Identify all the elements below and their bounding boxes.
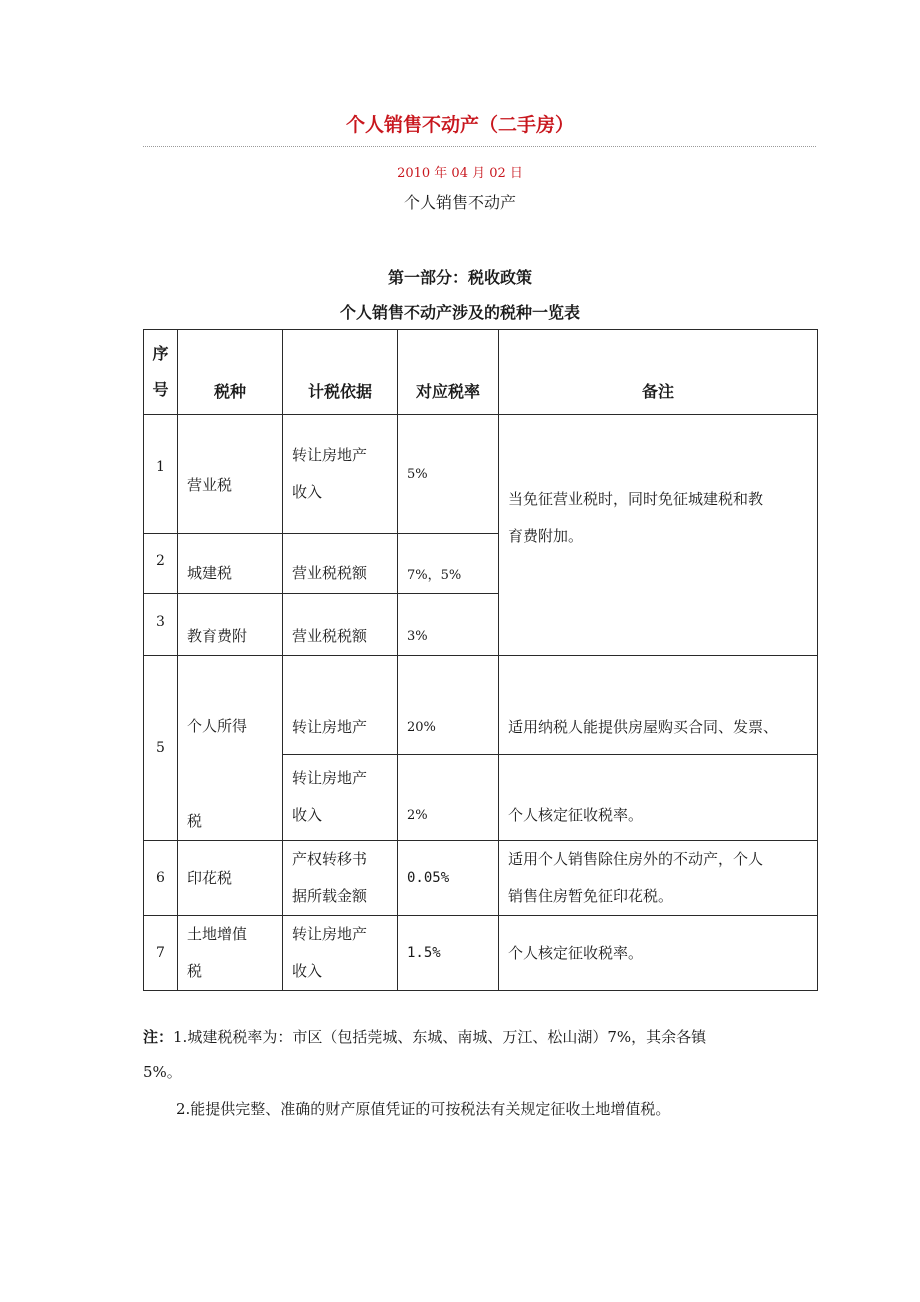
row-basis-line1: 转让房地产 (292, 925, 368, 943)
row-rate: 3% (398, 594, 499, 656)
row-note (499, 841, 818, 916)
header-tax (178, 330, 283, 415)
table-title: 个人销售不动产涉及的税种一览表 (339, 303, 580, 322)
row-tax-line2: 税 (187, 962, 203, 980)
row-note: 个人核定征收税率。 (499, 916, 818, 991)
header-tax-label: 税种 (213, 382, 246, 401)
row-rate: 0.05% (398, 841, 499, 916)
title-divider (143, 146, 816, 147)
row-seq: 3 (144, 594, 178, 656)
row-tax: 营业税 (178, 415, 283, 534)
row-tax (178, 916, 283, 991)
table-header-row (144, 330, 818, 415)
row-tax: 教育费附 (178, 594, 283, 656)
row-basis-line1: 转让房地产 (292, 446, 368, 464)
notes-label: 注： (143, 1028, 174, 1046)
row-seq: 6 (144, 841, 178, 916)
header-seq-line2: 号 (152, 380, 169, 399)
tax-table (143, 329, 818, 991)
row-basis (283, 916, 398, 991)
header-rate (398, 330, 499, 415)
header-basis (283, 330, 398, 415)
row-basis: 转让房地产 (283, 656, 398, 755)
row-basis-line2: 收入 (292, 483, 323, 501)
row-basis (283, 415, 398, 534)
row-seq: 5 (144, 656, 178, 841)
merged-note-line1: 当免征营业税时，同时免征城建税和教 (508, 490, 764, 508)
row-tax: 城建税 (178, 534, 283, 594)
merged-note-line2: 育费附加。 (508, 527, 584, 545)
note-1-line2: 5%。 (143, 1063, 182, 1081)
section-heading: 第一部分：税收政策 (387, 268, 532, 287)
notes-block (143, 1020, 823, 1127)
table-row (144, 916, 818, 991)
row-basis: 营业税税额 (283, 594, 398, 656)
row-tax (178, 656, 283, 841)
row-rate: 7%，5% (398, 534, 499, 594)
row-note-line1: 适用个人销售除住房外的不动产，个人 (508, 850, 764, 868)
note-1 (143, 1020, 823, 1055)
article-subtitle: 个人销售不动产 (403, 193, 516, 212)
row-basis-line1: 转让房地产 (292, 769, 368, 788)
row-tax-line2: 税 (187, 812, 203, 830)
row-tax-line1: 土地增值 (187, 925, 248, 943)
table-row (144, 656, 818, 755)
row-rate: 20% (398, 656, 499, 755)
table-row (144, 841, 818, 916)
row-basis-line2: 据所载金额 (292, 887, 368, 905)
merged-note (499, 415, 818, 656)
row-note-line2: 销售住房暂免征印花税。 (508, 887, 674, 905)
row-seq: 2 (144, 534, 178, 594)
header-rate-label: 对应税率 (415, 382, 480, 401)
header-note-label: 备注 (641, 382, 674, 401)
header-note (499, 330, 818, 415)
note-1-line1: 1.城建税税率为：市区（包括莞城、东城、南城、万江、松山湖）7%，其余各镇 (173, 1028, 707, 1046)
page-title: 个人销售不动产（二手房） (345, 114, 574, 136)
header-basis-label: 计税依据 (307, 382, 372, 401)
publish-date: 2010 年 04 月 02 日 (397, 166, 523, 181)
row-rate: 2% (398, 754, 499, 840)
note-2: 2.能提供完整、准确的财产原值凭证的可按税法有关规定征收土地增值税。 (176, 1100, 671, 1118)
row-basis-line2: 收入 (292, 806, 323, 825)
row-basis: 营业税税额 (283, 534, 398, 594)
row-note: 适用纳税人能提供房屋购买合同、发票、 (499, 656, 818, 755)
row-seq: 7 (144, 916, 178, 991)
row-seq: 1 (144, 415, 178, 534)
row-tax: 印花税 (178, 841, 283, 916)
row-basis-line1: 产权转移书 (292, 850, 368, 868)
row-rate: 1.5% (398, 916, 499, 991)
row-basis (283, 754, 398, 840)
row-tax-line1: 个人所得 (187, 717, 248, 735)
row-note: 个人核定征收税率。 (499, 754, 818, 840)
row-basis (283, 841, 398, 916)
table-row (144, 415, 818, 534)
row-basis-line2: 收入 (292, 962, 323, 980)
row-rate: 5% (398, 415, 499, 534)
header-seq (144, 330, 178, 415)
header-seq-line1: 序 (152, 344, 169, 363)
